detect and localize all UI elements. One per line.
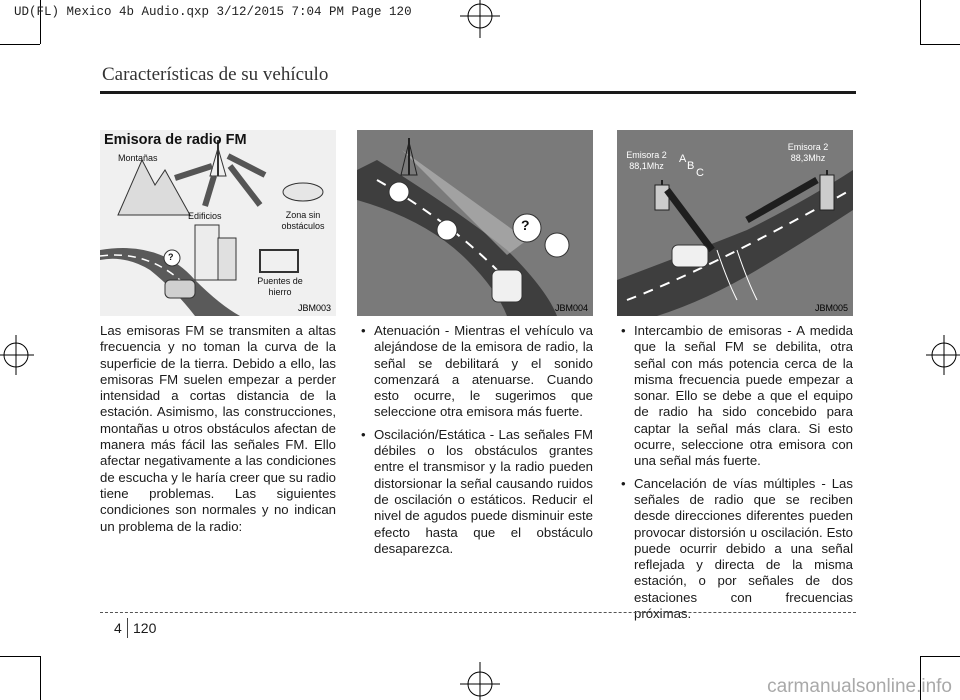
- label-station-right-line2: 88,3Mhz: [790, 153, 826, 163]
- bullet-list: [357, 323, 593, 557]
- figure-fading-illustration: [357, 130, 593, 316]
- section-title: Características de su vehículo: [102, 64, 329, 85]
- letter-b: B: [687, 160, 695, 172]
- watermark: carmanualsonline.info: [767, 676, 952, 697]
- column-2: [357, 323, 593, 563]
- figure-code: JBM005: [814, 303, 848, 313]
- label-free-zone: [278, 210, 328, 232]
- column-3: [617, 323, 853, 628]
- question-mark: ?: [521, 217, 530, 233]
- figure-fm-station: [100, 130, 336, 316]
- label-buildings: Edificios: [188, 211, 222, 221]
- list-item: • Cancelación de vías múltiples - Las señales de radio que se reciben desde direcciones diferentes pueden provocar distorsión u oscilación. Esto puede ocurrir debido a una señal reflejada y directa de la misma estación, o por señales de dos estaciones con frecuencias próximas.: [617, 476, 853, 623]
- crop-mark: [0, 656, 40, 657]
- figure-code: JBM004: [554, 303, 588, 313]
- crop-mark: [920, 656, 960, 657]
- crop-mark: [40, 656, 41, 700]
- figure-station-swapping: [617, 130, 853, 316]
- page-separator: [127, 618, 128, 638]
- list-item: • Atenuación - Mientras el vehículo va alejándose de la emisora de radio, la señal se debilitará y el sonido comenzará a atenuarse. Cuando esto ocurre, le sugerimos que seleccione otra emisora más fuerte.: [357, 323, 593, 421]
- label-station-left-line1: Emisora 2: [626, 150, 667, 160]
- label-bridges: [248, 276, 312, 298]
- label-station-right-line1: Emisora 2: [787, 142, 829, 152]
- page-number: 120: [133, 620, 157, 636]
- bullet-list: [617, 323, 853, 622]
- title-rule: [100, 91, 856, 94]
- question-mark: ?: [168, 252, 174, 262]
- letter-a: A: [679, 153, 687, 165]
- registration-mark-left: [0, 330, 34, 380]
- label-free-zone-line1: Zona sin: [285, 210, 321, 220]
- label-station-left: [619, 150, 674, 172]
- label-station-right: [777, 142, 839, 164]
- label-bridges-line1: Puentes de: [257, 276, 303, 286]
- figure-fading: [357, 130, 593, 316]
- registration-mark-right: [926, 330, 960, 380]
- crop-mark: [0, 44, 40, 45]
- column-1: [100, 323, 336, 535]
- crop-mark: [920, 0, 921, 44]
- label-station-left-line2: 88,1Mhz: [629, 161, 664, 171]
- list-item: • Intercambio de emisoras - A medida que la señal FM se debilita, otra señal con más potencia cerca de la misma frecuencia puede empezar a sonar. Ello se debe a que el equipo de radio ha sido concebido para captar la señal más clara. Si esto ocurre, seleccione otra emisora con una señal más fuerte.: [617, 323, 853, 470]
- intro-paragraph: Las emisoras FM se transmiten a altas frecuencia y no toman la curva de la superficie de la tierra. Debido a ello, las emisoras FM suelen empezar a perder intensidad a cortas distancia de la estación. Asimismo, las construcciones, montañas u otros obstáculos afectan de manera más fácil las señales FM. Ello afectar negativamente a las condiciones de escucha y le haría creer que su radio tiene problemas. Las siguientes condiciones son normales y no indican un problema de la radio:: [100, 323, 336, 534]
- print-header: UD(FL) Mexico 4b Audio.qxp 3/12/2015 7:04 PM Page 120: [14, 5, 412, 19]
- label-bridges-line2: hierro: [268, 287, 292, 297]
- list-item: • Oscilación/Estática - Las señales FM débiles o los obstáculos grantes entre el transmisor y la radio pueden distorsionar la señal causando ruidos de oscilación o estáticos. Reducir el nivel de agudos puede disminuir este efecto hasta que el obstáculo desaparezca.: [357, 427, 593, 557]
- page-chapter: 4: [114, 620, 122, 636]
- letter-c: C: [696, 167, 704, 179]
- crop-mark: [920, 44, 960, 45]
- figure-title: Emisora de radio FM: [104, 132, 247, 148]
- registration-mark-bottom: [455, 660, 505, 700]
- label-mountains: Montañas: [118, 153, 158, 163]
- registration-mark-top: [455, 0, 505, 40]
- label-free-zone-line2: obstáculos: [281, 221, 325, 231]
- footer-rule: [100, 612, 856, 613]
- figure-code: JBM003: [297, 303, 331, 313]
